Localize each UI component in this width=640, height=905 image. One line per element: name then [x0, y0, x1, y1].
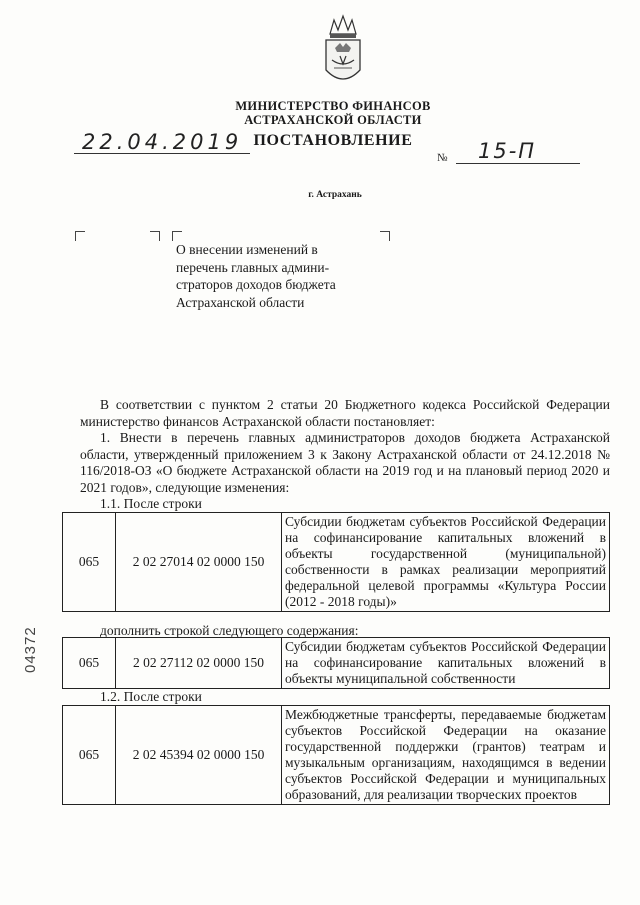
- corner-mark: [150, 231, 160, 241]
- revenue-row-table: [62, 705, 610, 805]
- item-1-paragraph: 1. Внести в перечень главных администраторов доходов бюджета Астраханской области, утвержденный приложением 3 к Закону Астраханской области от 24.12.2018 № 116/2018-ОЗ «О бюджете Астраханской области на 2019 год и на плановый период 2020 и 2021 годов», следующие изменения:: [80, 430, 610, 495]
- decree-title: ПОСТАНОВЛЕНИЕ: [253, 132, 413, 149]
- revenue-row-table: [62, 512, 610, 612]
- registration-number: 04372: [22, 626, 39, 673]
- table-row: [63, 513, 610, 612]
- subject-line: О внесении изменений в: [176, 242, 318, 257]
- add-row-label: дополнить строкой следующего содержания:: [100, 623, 359, 638]
- decree-number: 15-П: [478, 139, 537, 163]
- admin-code-cell: 065: [63, 513, 116, 612]
- corner-mark: [172, 231, 182, 241]
- subject-line: Астраханской области: [176, 294, 305, 310]
- table-row: [63, 638, 610, 689]
- subject-line: страторов доходов бюджета: [176, 277, 336, 292]
- coat-of-arms-icon: [318, 12, 368, 92]
- subitem-1-2-label: 1.2. После строки: [100, 689, 202, 704]
- admin-code-cell: 065: [63, 638, 116, 689]
- budget-code-cell: 2 02 45394 02 0000 150: [116, 706, 282, 805]
- revenue-row-table: [62, 637, 610, 689]
- number-underline: [456, 163, 580, 164]
- subitem-1-1-label: 1.1. После строки: [100, 496, 202, 511]
- description-cell: Субсидии бюджетам субъектов Российской Федерации на софинансирование капитальных вложений в объекты государственной (муниципальной) собственности в рамках реализации мероприятий федеральной целевой программы «Культура России (2012 - 2018 годы)»: [282, 513, 610, 612]
- decree-date: 22.04.2019: [82, 130, 243, 154]
- budget-code-cell: 2 02 27112 02 0000 150: [116, 638, 282, 689]
- admin-code-cell: 065: [63, 706, 116, 805]
- subject-line: перечень главных админи-: [176, 259, 330, 275]
- ministry-name-line2: АСТРАХАНСКОЙ ОБЛАСТИ: [244, 113, 422, 127]
- preamble-paragraph: В соответствии с пунктом 2 статьи 20 Бюджетного кодекса Российской Федерации министерство финансов Астраханской области постановляет:: [80, 397, 610, 429]
- table-row: [63, 706, 610, 805]
- ministry-name-line1: МИНИСТЕРСТВО ФИНАНСОВ: [235, 99, 431, 113]
- decree-subject: [176, 241, 368, 311]
- number-sign: №: [437, 152, 448, 164]
- city-name: г. Астрахань: [308, 190, 362, 200]
- date-underline: [74, 153, 250, 154]
- description-cell: Субсидии бюджетам субъектов Российской Федерации на софинансирование капитальных вложений в объекты муниципальной собственности: [282, 638, 610, 689]
- budget-code-cell: 2 02 27014 02 0000 150: [116, 513, 282, 612]
- corner-mark: [75, 231, 85, 241]
- corner-mark: [380, 231, 390, 241]
- description-cell: Межбюджетные трансферты, передаваемые бюджетам субъектов Российской Федерации на оказание государственной поддержки (грантов) театрам и музыкальным организациям, находящимся в ведении субъектов Российской Федерации и муниципальных образований, для реализации творческих проектов: [282, 706, 610, 805]
